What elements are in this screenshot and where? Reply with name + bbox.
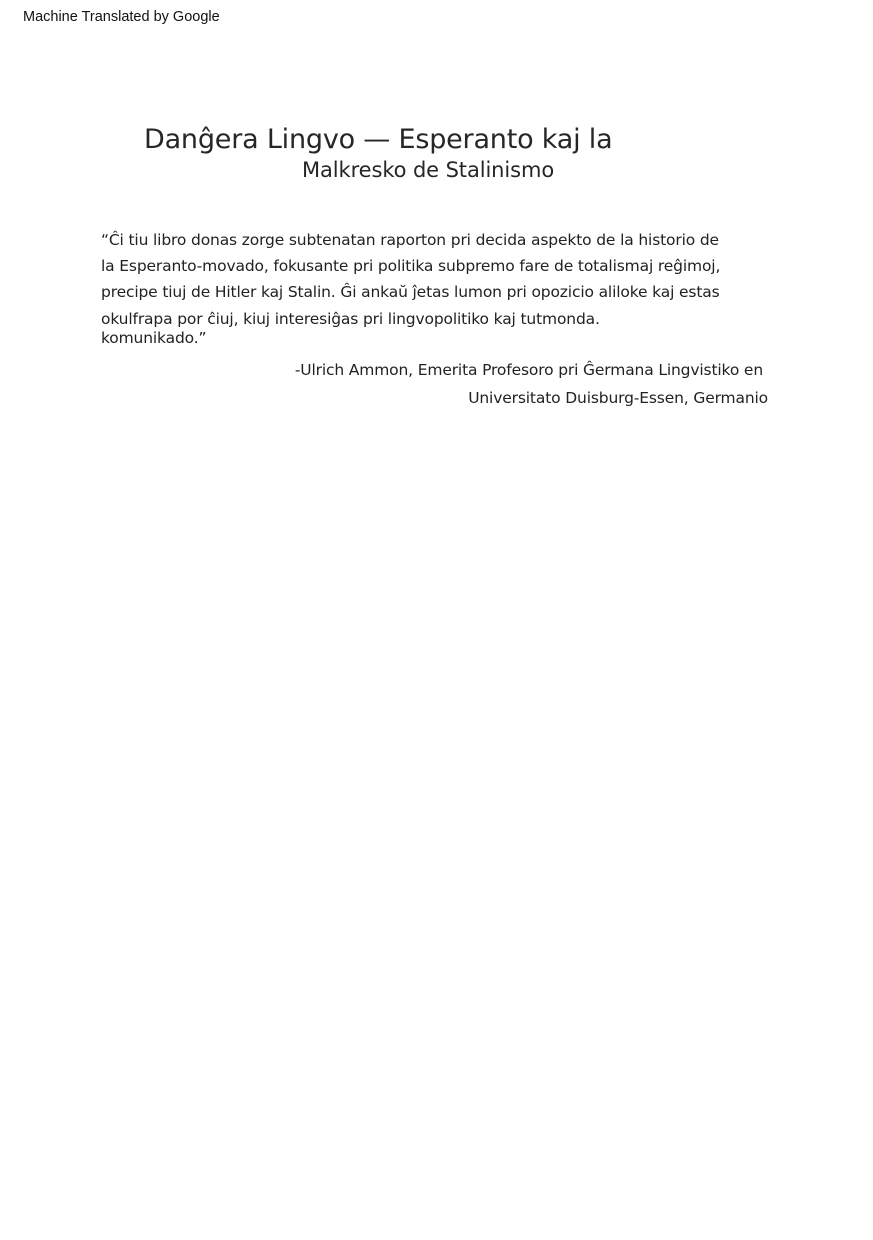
machine-translation-banner: Machine Translated by Google — [23, 9, 220, 25]
attribution-line-1: -Ulrich Ammon, Emerita Profesoro pri Ĝermana Lingvistiko en — [294, 361, 763, 379]
quote-line: la Esperanto-movado, fokusante pri politika subpremo fare de totalismaj reĝimoj, — [101, 257, 721, 275]
quote-line: okulfrapa por ĉiuj, kiuj interesiĝas pri lingvopolitiko kaj tutmonda. — [101, 310, 600, 328]
attribution-line-2: Universitato Duisburg-Essen, Germanio — [468, 389, 768, 407]
quote-line: komunikado.” — [101, 329, 207, 347]
quote-line: precipe tiuj de Hitler kaj Stalin. Ĝi ankaŭ ĵetas lumon pri opozicio aliloke kaj estas — [101, 283, 720, 301]
quote-line: “Ĉi tiu libro donas zorge subtenatan raporton pri decida aspekto de la historio de — [101, 231, 719, 249]
title-line-2: Malkresko de Stalinismo — [302, 158, 555, 182]
title-line-1: Danĝera Lingvo — Esperanto kaj la — [144, 124, 613, 155]
